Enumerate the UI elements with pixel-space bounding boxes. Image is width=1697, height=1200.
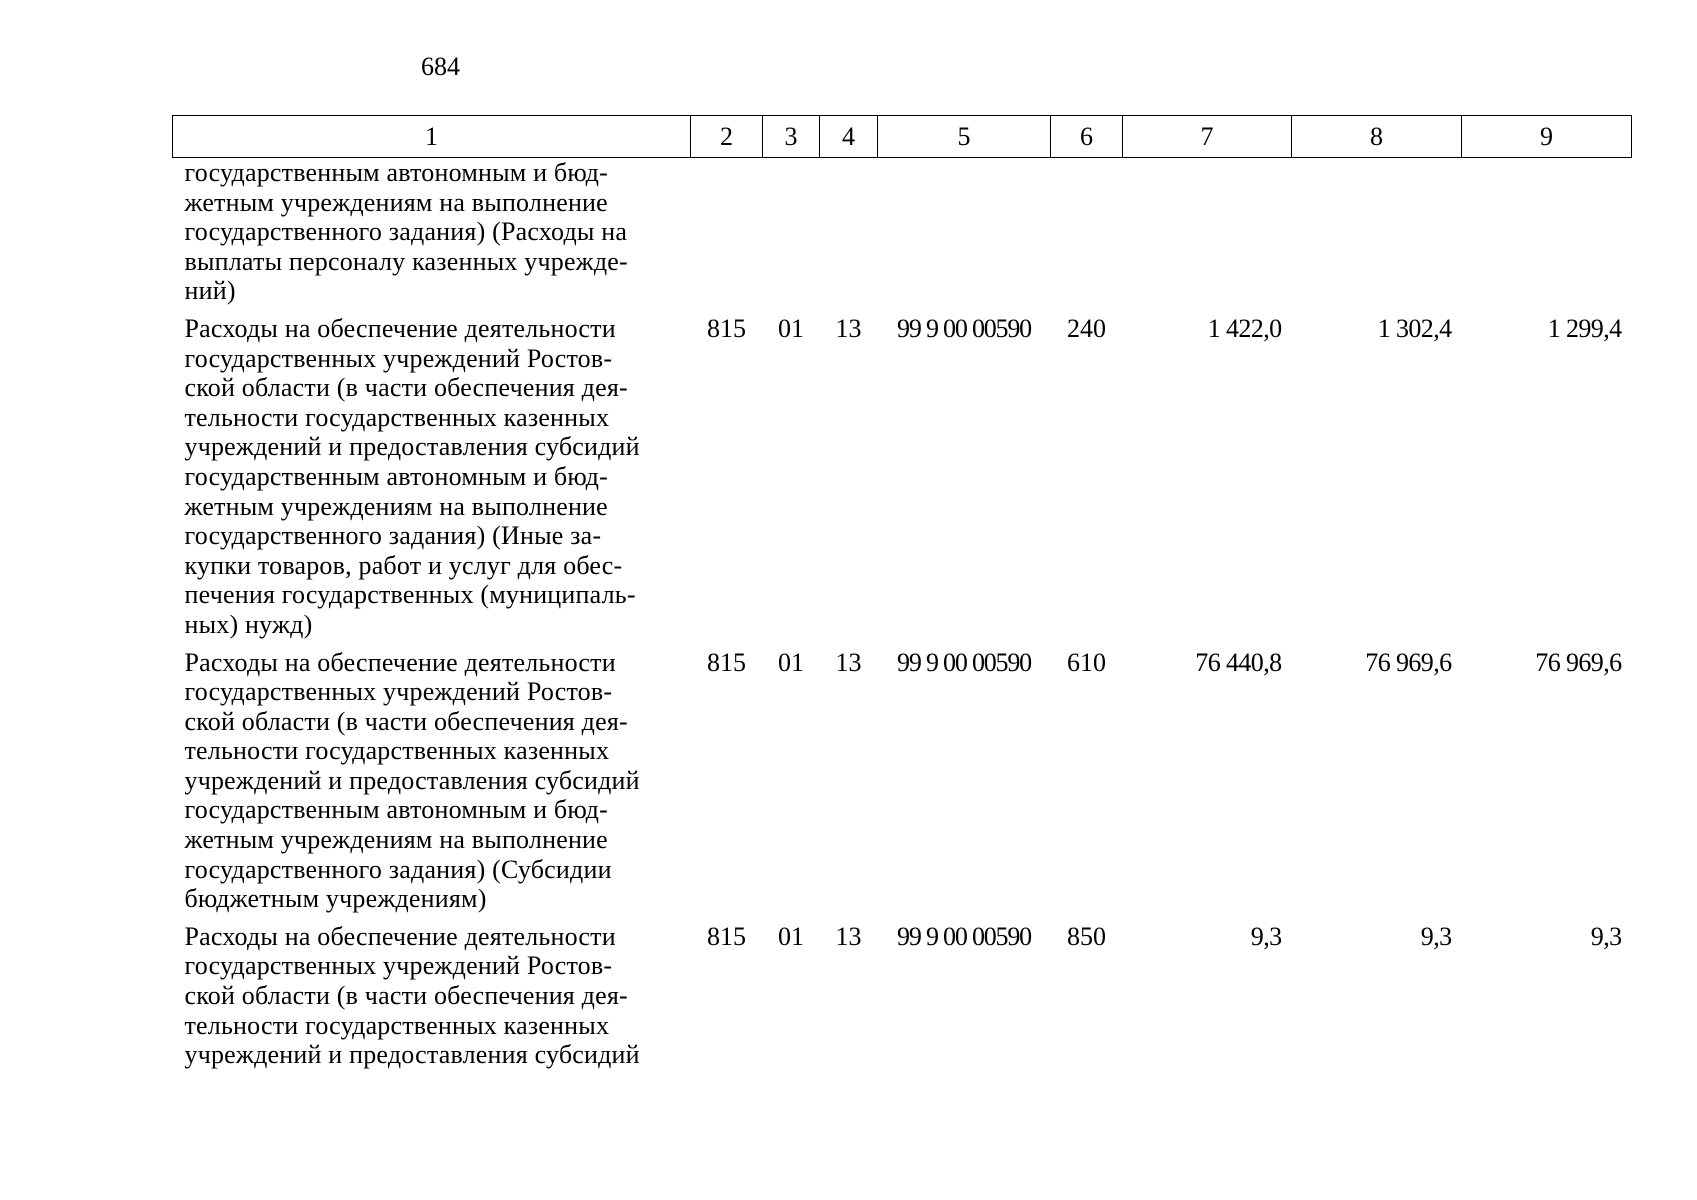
cell-target-article: 99 9 00 00590: [897, 313, 1031, 343]
cell-amount-year3: [1462, 158, 1632, 314]
page-number: 684: [421, 52, 460, 81]
cell-ministry: 815: [707, 921, 746, 951]
cell-amount-year1: 76 440,8: [1195, 647, 1282, 677]
desc-line: тельности государственных казенных: [184, 1010, 610, 1040]
cell-amount-year3: 76 969,6: [1535, 647, 1622, 677]
cell-section: 01: [778, 921, 804, 951]
cell-amount-year2: 76 969,6: [1365, 647, 1452, 677]
cell-amount-year2: 1 302,4: [1377, 313, 1452, 343]
desc-line: государственным автономным и бюд-: [184, 461, 608, 491]
cell-section: [763, 158, 820, 314]
header-col-7: 7: [1123, 116, 1292, 158]
cell-subsection: 13: [835, 313, 862, 343]
desc-line: ской области (в части обеспечения дея-: [184, 706, 628, 736]
cell-ministry: 815: [707, 647, 746, 677]
cell-amount-year2: 9,3: [1420, 921, 1452, 951]
row-description: [173, 648, 691, 922]
desc-line: государственных учреждений Ростов-: [184, 951, 613, 981]
desc-line: жетным учреждениям на выполнение: [184, 187, 608, 217]
desc-line: государственного задания) (Субсидии: [184, 854, 612, 884]
cell-expense-type: 610: [1067, 647, 1106, 677]
row-description: [173, 158, 691, 314]
desc-line: государственных учреждений Ростов-: [184, 677, 613, 707]
header-col-6: 6: [1051, 116, 1123, 158]
budget-table: [172, 115, 1632, 1070]
desc-line: государственного задания) (Расходы на: [184, 217, 628, 247]
header-col-5: 5: [878, 116, 1051, 158]
cell-target-article: 99 9 00 00590: [897, 647, 1031, 677]
desc-line: учреждений и предоставления субсидий: [184, 432, 640, 462]
desc-line: государственных учреждений Ростов-: [184, 343, 613, 373]
cell-expense-type: 850: [1067, 921, 1106, 951]
cell-target-article: [878, 158, 1051, 314]
header-col-3: 3: [763, 116, 820, 158]
cell-subsection: 13: [835, 647, 862, 677]
row-description: [173, 314, 691, 648]
cell-expense-type: 240: [1067, 313, 1106, 343]
cell-subsection: [820, 158, 878, 314]
cell-section: 01: [778, 313, 804, 343]
table-row: [173, 158, 1632, 314]
desc-line: ской области (в части обеспечения дея-: [184, 981, 628, 1011]
header-row: [173, 116, 1632, 158]
cell-amount-year1: 9,3: [1250, 921, 1282, 951]
desc-line: выплаты персоналу казенных учрежде-: [184, 246, 628, 276]
desc-line: учреждений и предоставления субсидий: [184, 1040, 640, 1070]
table-row: [173, 314, 1632, 648]
row-description: [173, 922, 691, 1070]
desc-line: учреждений и предоставления субсидий: [184, 765, 640, 795]
header-col-1: 1: [173, 116, 691, 158]
cell-subsection: 13: [835, 921, 862, 951]
table-row: [173, 648, 1632, 922]
desc-line: тельности государственных казенных: [184, 736, 610, 766]
desc-line: бюджетным учреждениям): [184, 884, 487, 914]
desc-line: купки товаров, работ и услуг для обес-: [184, 550, 623, 580]
desc-line: тельности государственных казенных: [184, 402, 610, 432]
desc-line: государственным автономным и бюд-: [184, 795, 608, 825]
desc-line: ской области (в части обеспечения дея-: [184, 373, 628, 403]
desc-line: Расходы на обеспечение деятельности: [184, 647, 616, 677]
cell-amount-year3: 1 299,4: [1547, 313, 1622, 343]
header-col-9: 9: [1462, 116, 1632, 158]
table-body: [173, 158, 1632, 1070]
cell-amount-year2: [1292, 158, 1462, 314]
desc-line: ных) нужд): [184, 609, 313, 639]
table-header: [173, 116, 1632, 158]
header-col-8: 8: [1292, 116, 1462, 158]
cell-ministry: [691, 158, 763, 314]
desc-line: печения государственных (муниципаль-: [184, 580, 636, 610]
cell-expense-type: [1051, 158, 1123, 314]
desc-line: государственного задания) (Иные за-: [184, 521, 602, 551]
table-row: [173, 922, 1632, 1070]
cell-amount-year1: 1 422,0: [1207, 313, 1282, 343]
header-col-4: 4: [820, 116, 878, 158]
cell-ministry: 815: [707, 313, 746, 343]
desc-line: ний): [184, 276, 236, 306]
desc-line: государственным автономным и бюд-: [184, 158, 608, 187]
desc-line: Расходы на обеспечение деятельности: [184, 313, 616, 343]
desc-line: жетным учреждениям на выполнение: [184, 491, 608, 521]
cell-section: 01: [778, 647, 804, 677]
desc-line: Расходы на обеспечение деятельности: [184, 921, 616, 951]
desc-line: жетным учреждениям на выполнение: [184, 825, 608, 855]
cell-amount-year1: [1123, 158, 1292, 314]
cell-target-article: 99 9 00 00590: [897, 921, 1031, 951]
header-col-2: 2: [691, 116, 763, 158]
cell-amount-year3: 9,3: [1590, 921, 1622, 951]
